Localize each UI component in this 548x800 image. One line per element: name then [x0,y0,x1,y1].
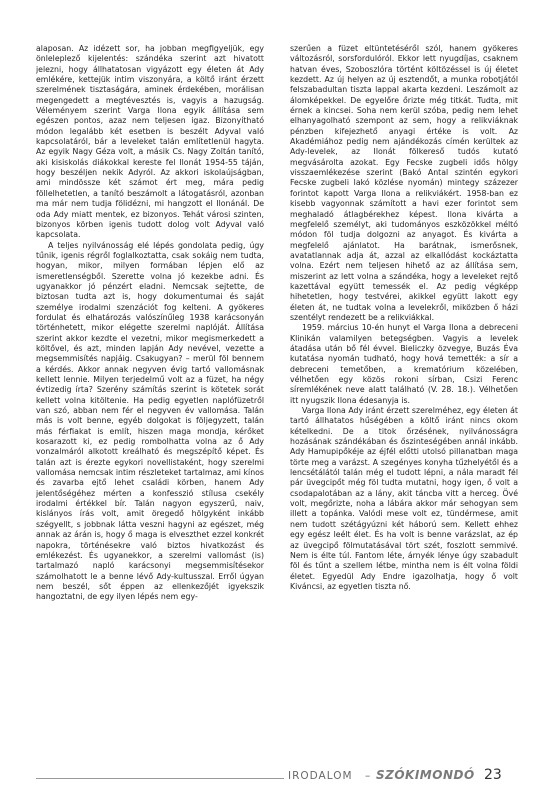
paragraph: alaposan. Az idézett sor, ha jobban megfigyeljük, egy önleleplező kijelentés: szándéka szerint azt hivatott jelezni, hogy állhatatosan vigyázott egy életen át Ady emlékére, kettejük intim viszonyára, a költő iránt érzett szerelmének tisztaságára, aminek érdekében, morálisan megengedett a megtévesztés is, vagyis a hazugság. Véleményem szerint Varga Ilona egyik állítása sem egészen pontos, azaz nem teljesen igaz. Bizonyítható módon legalább két esetben is beszélt Adyval való kapcsolatáról, bár a leveleket talán említetlenül hagyta. Az egyik Nagy Géza volt, a másik Cs. Nagy Zoltán tanító, aki kisiskolás diákokkal kereste fel Ilonát 1954-55 táján, hogy beszéljen nekik Adyról. Az akkori iskolaújságban, ami mindössze két számot ért meg, mára pedig föllelhetetlen, a tanító beszámolt a látogatásról, azonban ma már nem tudja fölidézni, mi hangzott el Ilonánál. De oda Ady miatt mentek, ez bizonyos. Tehát városi szinten, bizonyos körben igenis tudott dolog volt Adyval való kapcsolata. [36,44,264,240]
footer-section-label: IRODALOM [288,770,353,782]
right-text-column [290,44,518,728]
paragraph: szerűen a füzet eltüntetéséről szól, hanem gyökeres változásról, sorsfordulóról. Ekkor lett nyugdíjas, csaknem hatvan éves, Szoboszlóra történt költözéssel is új életet kezdett. Az új helyen az új esztendőt, a munka robotjától felszabadultan tiszta lappal akarta kezdeni. Leszámolt az álomképekkel. De egyelőre őrizte még titkát. Tudta, mit érnek a kincsei. Soha nem kerül szóba, pedig nem lehet elhanyagolható szempont az sem, hogy a relikviáknak pénzben kifejezhető anyagi értéke is volt. Az Akadémiához pedig nem ajándékozás címén kerültek az Ady-levelek, az Ilonát fölkereső tudós kutató megvásárolta azokat. Egy Fecske zugbeli idős hölgy visszaemlékezése szerint (Bakó Antal szintén egykori Fecske zugbeli lakó közlése nyomán) mintegy százezer forintot kapott Varga Ilona a relikviákért. 1958-ban ez kisebb vagyonnak számított a havi ezer forintot sem meghaladó átlagbérekhez képest. Ilona kivárta a megfelelő személyt, aki tudományos eszközökkel méltó módon föl tudja dolgozni az anyagot. És kivárta a megfelelő ajánlatot. Ha barátnak, ismerősnek, avatatlannak adja át, azzal az elkallódást kockáztatta volna. Ezért nem teljesen hihető az az állítása sem, miszerint az lett volna a szándéka, hogy a leveleket rejtő kazettával együtt temessék el. Az pedig végképp hihetetlen, hogy testvérei, akikkel együtt lakott egy életen át, ne tudtak volna a levelekről, miközben ő házi szentélyt rendezett be a relikviákkal. [290,44,518,322]
paragraph: Varga Ilona Ady iránt érzett szerelméhez, egy életen át tartó állhatatos hűségében a költő iránt nincs okom kételkedni. De a titok őrzésének, nyilvánosságra hozásának szándékában és őszinteségében annál inkább. Ady Hamupipőkéje az éjfél előtti utolsó pillanatban maga törte meg a varázst. A szegényes konyha tűzhelyétől és a lencsétálától talán még el tudott lépni, a nála maradt fél pár üvegcipőt még föl tudta mutatni, hogy igen, ő volt a csodapalotában az a lány, akit táncba vitt a herceg. Övé volt, megőrizte, noha a lábára akkor már sehogyan sem illett a topánka. Valódi mese volt ez, tündérmese, amit nem tudott szétágyúzni két háború sem. Kellett ehhez egy egész leélt élet. És ha volt is benne varázslat, az ép az üvegcipő fölmutatásával tört szét, foszlott semmivé. Nem is élte túl. Fantom léte, árnyék lénye úgy szabadult föl és tűnt a szellem létbe, mintha nem is élt volna földi életet. Egyedül Ady Endre igazolhatja, hogy ő volt Kiváncsi, az egyetlen tiszta nő. [290,406,518,591]
footer-divider [36,778,284,779]
left-text-column [36,44,264,728]
paragraph: 1959. március 10-én hunyt el Varga Ilona a debreceni Klinikán valamilyen betegségben. Vagyis a levelek átadása után bő fél évvel. Bieliczky özvegye, Buzás Éva kutatása nyomán tudható, hogy hová temették: a sír a debreceni temetőben, a krematórium közelében, vélhetően egy közös rokoni sírban, Csizi Ferenc síremlékének neve alatt található (V. 28. 18.). Vélhetően itt nyugszik Ilona édesanyja is. [290,323,518,405]
footer-separator: – [365,770,371,782]
paragraph: A teljes nyilvánosság elé lépés gondolata pedig, úgy tűnik, igenis régről foglalkoztatta, csak sokáig nem tudta, hogyan, mikor, milyen formában lépjen elő az ismeretlenségből. Szerette volna jó kezekbe adni. És ugyanakkor jó pénzért eladni. Nemcsak sejtette, de biztosan tudta azt is, hogy dokumentumai és saját személye irodalmi szenzációt fog kelteni. A gyökeres fordulat és elhatározás valószínűleg 1938 karácsonyán történhetett, mikor elégette szerelmi naplóját. Állítása szerint akkor kezdte el vezetni, mikor megismerkedett a költővel, és azt, minden lapján Ady nevével, vezette a megsemmisítés napjáig. Csakugyan? – merül föl bennem a kérdés. Akkor annak negyven évig tartó vallomásnak kellett lennie. Milyen terjedelmű volt az a füzet, ha négy évtizedig írta? Szerény számítás szerint is kötetek sorát kellett volna kitöltenie. Ha pedig egyetlen naplófüzetről van szó, abban nem fér el negyven év vallomása. Talán más is volt benne, egyéb dolgokat is följegyzett, talán más férfiakat is említ, hiszen maga mondja, kérőket kosarazott ki, ez pedig rombolhatta volna az ő Ady vonzalmáról alkotott kreálható és megszépítő képet. És talán azt is érezte egykori novellistaként, hogy szerelmi vallomása nemcsak intim részleteket tartalmaz, ami kínos és zavarba ejtő lehet családi körben, hanem Ady jelentőségéhez mérten a konfesszió stílusa csekély irodalmi értékkel bír. Talán nagyon egyszerű, naiv, kislányos írás volt, amit öregedő hölgyként inkább szégyellt, s jobbnak látta veszni hagyni az egészet, még annak az árán is, hogy ő maga is elveszthet ezzel konkrét napokra, történésekre való biztos hivatkozást és emlékezést. És ugyanekkor, a szerelmi vallomást (is) tartalmazó napló karácsonyi megsemmisítésekor számolhatott le a benne lévő Ady-kultusszal. Erről úgyan nem beszél, sőt éppen az ellenkezőjét igyekszik hangoztatni, de egy ilyen lépés nem egy- [36,240,264,602]
page-number: 23 [484,767,502,783]
page-footer [36,766,514,792]
magazine-brand-logo: SZÓKIMONDÓ [376,768,475,782]
